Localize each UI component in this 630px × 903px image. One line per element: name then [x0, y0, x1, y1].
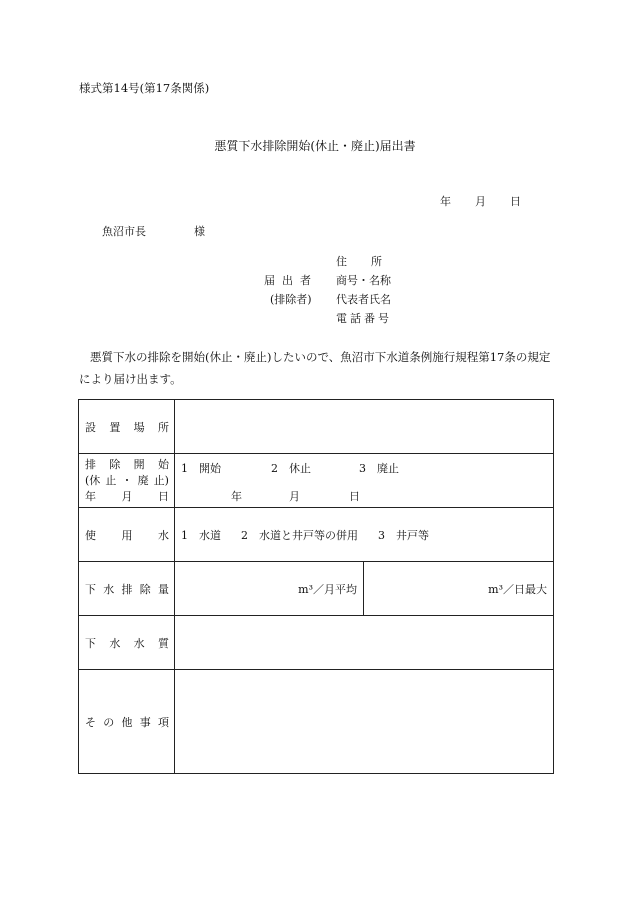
- notifier-label: 届 出 者: [264, 274, 311, 287]
- form-table: [78, 399, 554, 774]
- representative-label: 代表者氏名: [336, 293, 391, 306]
- date-line: [440, 193, 521, 209]
- start-date-day: 日: [349, 490, 360, 503]
- date-day: 日: [510, 195, 521, 208]
- option-well[interactable]: 3 井戸等: [378, 528, 429, 542]
- daily-volume-field[interactable]: [364, 562, 554, 616]
- other-row: [79, 670, 554, 774]
- quality-label: 下 水 水 質: [79, 616, 175, 670]
- water-use-row: [79, 508, 554, 562]
- start-field[interactable]: [175, 454, 554, 508]
- other-field[interactable]: [175, 670, 554, 774]
- option-abolish[interactable]: 3 廃止: [359, 462, 399, 475]
- option-start[interactable]: 1 開始: [181, 462, 221, 475]
- option-combined[interactable]: 2 水道と井戸等の併用: [241, 528, 358, 542]
- location-label: 設 置 場 所: [79, 400, 175, 454]
- water-use-field[interactable]: [175, 508, 554, 562]
- address-label: 住 所: [336, 255, 382, 268]
- form-number: 様式第14号(第17条関係): [79, 81, 210, 95]
- quality-field[interactable]: [175, 616, 554, 670]
- other-label: そ の 他 事 項: [79, 670, 175, 774]
- water-use-label: 使 用 水: [79, 508, 175, 562]
- start-date-year: 年: [231, 490, 242, 503]
- start-date-month: 月: [289, 490, 300, 503]
- location-field[interactable]: [175, 400, 554, 454]
- phone-label: 電 話 番 号: [336, 312, 389, 325]
- volume-label: 下 水 排 除 量: [79, 562, 175, 616]
- address-row: [264, 253, 414, 271]
- addressee: [102, 223, 205, 239]
- document-title: 悪質下水排除開始(休止・廃止)届出書: [214, 139, 416, 153]
- option-suspend[interactable]: 2 休止: [271, 462, 311, 475]
- monthly-volume-field[interactable]: [175, 562, 364, 616]
- notice-text: 悪質下水の排除を開始(休止・廃止)したいので、魚沼市下水道条例施行規程第17条の規定により届け出ます。: [79, 350, 551, 386]
- trade-name-label: 商号・名称: [336, 274, 391, 287]
- start-label: 排 除 開 始 (休 止 ・ 廃 止) 年 月 日: [79, 454, 175, 508]
- monthly-unit: m³／月平均: [298, 582, 357, 596]
- addressee-honorific: 様: [194, 225, 205, 238]
- date-year: 年: [440, 195, 451, 208]
- location-row: [79, 400, 554, 454]
- trade-name-row: [264, 272, 414, 290]
- volume-row: [79, 562, 554, 616]
- date-month: 月: [475, 195, 486, 208]
- addressee-name: 魚沼市長: [102, 225, 146, 238]
- representative-row: [264, 291, 414, 309]
- start-row: [79, 454, 554, 508]
- daily-unit: m³／日最大: [488, 582, 547, 596]
- option-waterworks[interactable]: 1 水道: [181, 528, 221, 542]
- discharger-label: (排除者): [270, 293, 312, 306]
- phone-row: [264, 310, 414, 328]
- quality-row: [79, 616, 554, 670]
